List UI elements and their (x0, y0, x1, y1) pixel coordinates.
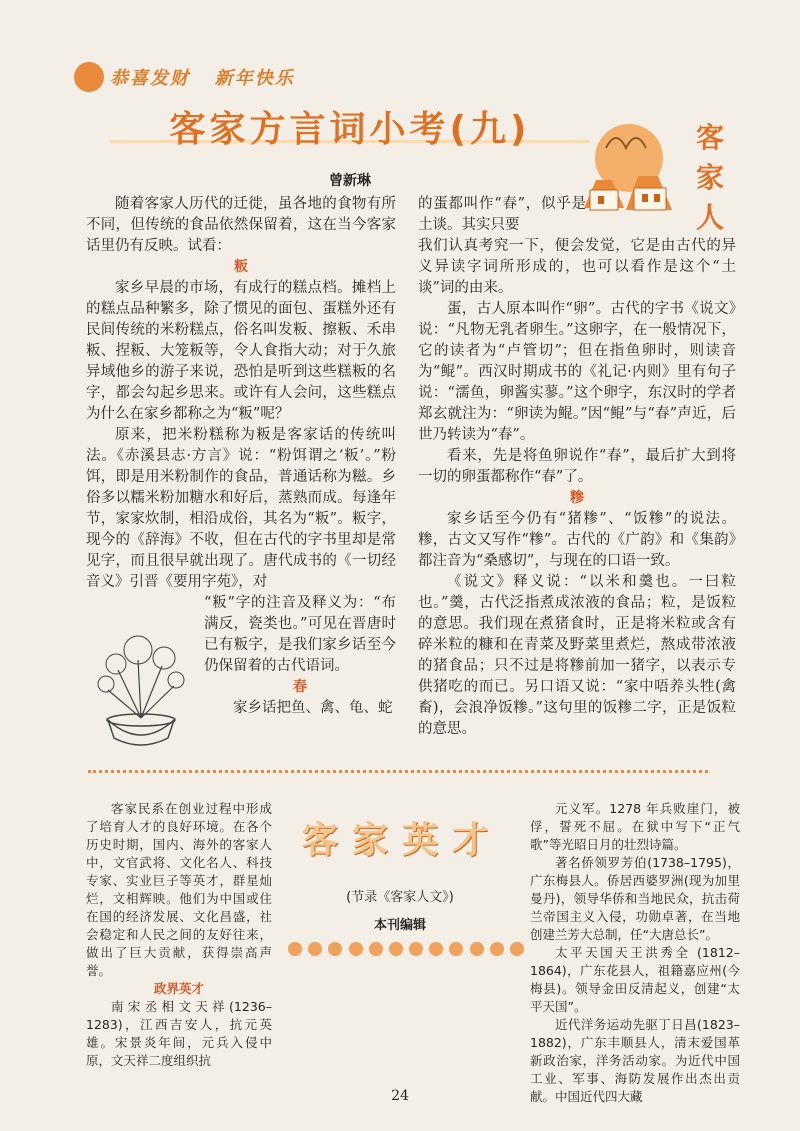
paragraph: 我们认真考究一下，便会发觉，它是由古代的异义异读字词所形成的，也可以看作是这个“土谈”词的由来。 (418, 238, 736, 296)
dot-icon (510, 942, 524, 956)
paragraph: 客家民系在创业过程中形成了培育人才的良好环境。在各个历史时期，国内、海外的客家人中，文官武将、文化名人、科技专家、实业巨子等英才，群星灿烂，文相辉映。他们为中国或住在国的经济发展、文化昌盛，社会稳定和人民之间的友好往来，做出了巨大贡献，获得崇高声誉。 (86, 801, 272, 978)
article2-source: (节录《客家人文》) (346, 890, 454, 905)
paragraph: 南宋丞相文天祥(1236–1283)，江西吉安人，抗元英雄。宋景炎年间，元兵入侵中原，文天祥二度组织抗 (86, 999, 272, 1068)
dot-icon (288, 942, 302, 956)
dot-icon (429, 942, 443, 956)
paragraph: 的蛋都叫作“春”，似乎是土谈。其实只要 (418, 196, 586, 233)
dot-icon (328, 942, 342, 956)
flower-pot-illustration-icon (88, 620, 194, 750)
dot-icon (470, 942, 484, 956)
paragraph: 家乡话把鱼、禽、龟、蛇 (233, 700, 393, 716)
paragraph: 《说文》释义说：“以米和羹也。一曰粒也。”羹，古代泛指煮成浓液的食品；粒，是饭粒的意思。我们现在煮猪食时，正是将米粒或含有碎米粒的糠和在青菜及野菜里煮烂，熬成带浓液的猪食品；只不过是将糁前加一猪字，以表示专供猪吃的而已。另口语又说：“家中唔养头牲(禽畜)，会浪净饭糁。”这句里的饭糁二字，正是饭粒的意思。 (418, 574, 736, 737)
paragraph: 家乡话至今仍有“猪糁”、“饭糁”的说法。糁，古文又写作“糁”。古代的《广韵》和《集韵》都注音为“桑感切”，与现在的口语一致。 (418, 511, 736, 569)
dot-icon (409, 942, 423, 956)
paragraph: 元义军。1278 年兵败崖门，被俘，誓死不屈。在狱中写下“正气歌”等光昭日月的壮烈诗篇。 (530, 801, 740, 852)
side-tag-char: 家 (695, 161, 724, 194)
section-heading: 政界英才 (153, 981, 204, 996)
header-logo-icon (74, 62, 104, 92)
dot-icon (349, 942, 363, 956)
section-heading: 粄 (234, 259, 248, 275)
paragraph: 看来，先是将鱼卵说作“春”，最后扩大到将一切的卵蛋都称作“春”了。 (418, 448, 736, 485)
side-tag-char: 客 (695, 121, 724, 154)
paragraph: 著名侨领罗芳伯(1738–1795)，广东梅县人。侨居西婆罗洲(现为加里曼丹)，领导华侨和当地民众，抗击荷兰帝国主义入侵，功勋卓著，在当地创建兰芳大总制，任“大唐总长”。 (530, 855, 740, 942)
page-number: 24 (391, 1088, 409, 1104)
section-divider (88, 770, 708, 773)
dot-icon (449, 942, 463, 956)
paragraph: “粄”字的注音及释义为：“布满反，瓷类也。”可见在晋唐时已有粄字，是我们家乡话至今仍保留着的古代语词。 (204, 595, 396, 674)
side-tag-char: 人 (695, 201, 724, 234)
paragraph: 家乡早晨的市场，有成行的糕点档。摊档上的糕点品种繁多，除了惯见的面包、蛋糕外还有民间传统的米粉糕点，俗名叫发粄、擦粄、禾串粄、捏粄、大笼粄等，令人食指大动；对于久旅异域他乡的游子来说，恐怕是听到这些糕粄的名字，都会勾起乡思来。或许有人会问，这些糕点为什么在家乡都称之为“粄”呢？ (86, 280, 396, 422)
article2-right-column (530, 800, 740, 1106)
dot-icon (389, 942, 403, 956)
dot-icon (308, 942, 322, 956)
dot-icon (369, 942, 383, 956)
paragraph: 随着客家人历代的迁徙，虽各地的食物有所不同，但传统的食品依然保留着，这在当今客家话里仍有反映。试看： (86, 196, 396, 254)
decorative-dots (288, 942, 524, 960)
section-heading: 春 (293, 679, 307, 695)
article-title: 客家方言词小考(九) (169, 109, 531, 150)
article-author: 曾新琳 (329, 173, 371, 189)
paragraph: 蛋，古人原本叫作“卵”。古代的字书《说文》说：“凡物无乳者卵生。”这卵字，在一般情况下，它的读者为“卢管切”；但在指鱼卵时，则读音为“鲲”。西汉时期成书的《礼记·内则》里有句子说：“濡鱼，卵酱实蓼。”这个卵字，东汉时的学者郑玄就注为：“卵读为鲲。”因“鲲”与“春”声近，后世乃转读为“春”。 (418, 301, 736, 443)
article2-editor: 本刊编辑 (373, 918, 426, 933)
article2-title: 客家英才 (301, 820, 502, 861)
paragraph: 近代洋务运动先驱丁日昌(1823–1882)，广东丰顺县人，清末爱国革新政治家，洋务活动家。为近代中国工业、军事、海防发展作出杰出贡献。中国近代四大藏 (530, 1017, 740, 1104)
article-right-column (418, 194, 736, 740)
header-brand-text: 恭喜发财 新年快乐 (110, 68, 295, 89)
paragraph: 太平天国天王洪秀全 (1812–1864)，广东花县人，祖籍嘉应州(今梅县)。领导金田反清起义，创建“太平天国”。 (530, 945, 740, 1014)
article2-left-column (86, 800, 272, 1070)
section-heading: 糁 (570, 490, 584, 506)
paragraph: 原来，把米粉糕称为粄是客家话的传统叫法。《赤溪县志·方言》说：“粉饵谓之‘粄’。”粉饵，即是用米粉制作的食品，普通话称为糍。乡俗多以糯米粉加糖水和好后，蒸熟而成。每逢年节，家家炊制，相沿成俗，其名为“粄”。粄字，现今的《辞海》不收，但在古代的字书里却是常见字，而且很早就出现了。唐代成书的《一切经音义》引晋《要用字苑》，对 (86, 427, 396, 590)
dot-icon (490, 942, 504, 956)
